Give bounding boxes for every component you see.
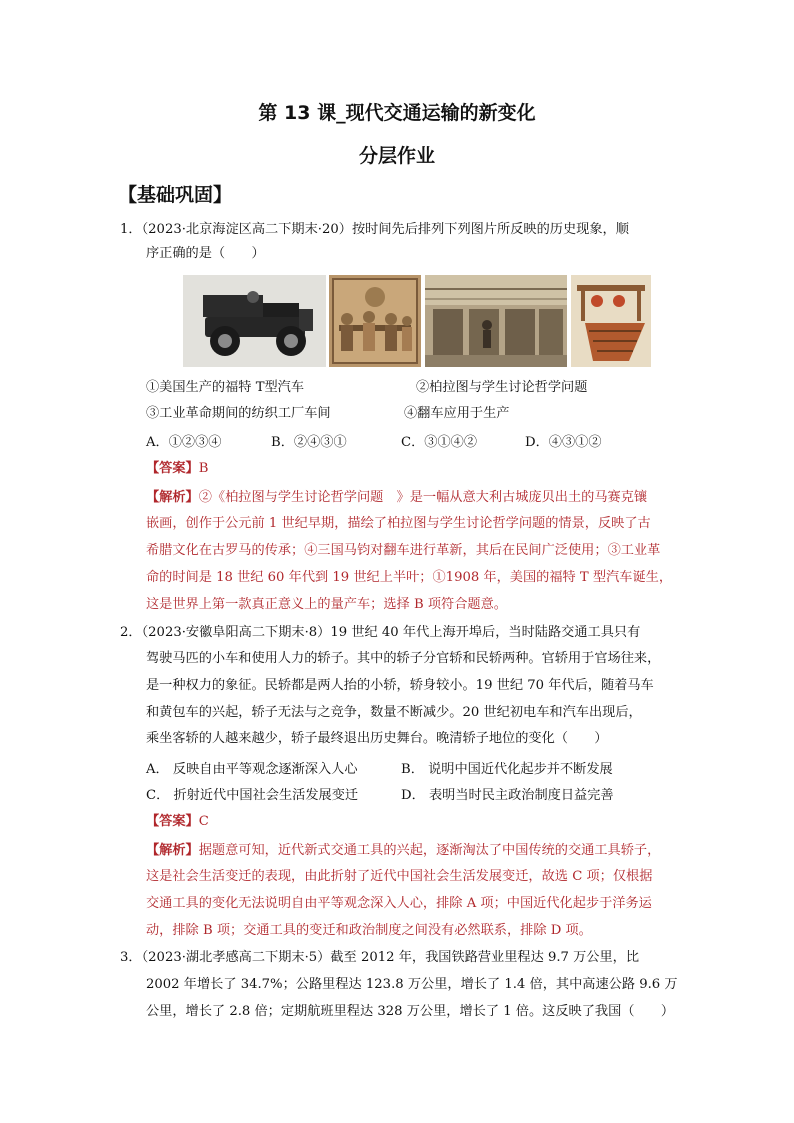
page-title: 第 13 课_现代交通运输的新变化 [258,102,536,124]
q2-answer-value: C [198,814,209,829]
q1-option-d: D．④③①② [525,435,602,450]
q1-analysis-text-3: 希腊文化在古罗马的传承； [146,543,305,558]
q1-answer-label: 【答案】 [146,461,199,476]
q2-analysis-line3: 交通工具的变化无法说明自由平等观念深入人心，排除 A 项；中国近代化起步于洋务运 [146,896,652,911]
q1-analysis-label: 【解析】 [146,490,199,505]
q1-analysis-line2: 嵌画，创作于公元前 1 世纪早期，描绘了柏拉图与学生讨论哲学问题的情景，反映了古 [146,516,651,531]
q2-option-a: A． 反映自由平等观念逐渐深入人心 [146,762,358,777]
plato-mosaic-photo [329,275,421,367]
q2-stem-line4: 和黄包车的兴起，轿子无法与之竞争，数量不断减少。20 世纪初电车和汽车出现后， [146,705,642,720]
textile-factory-photo [425,275,567,367]
q2-option-b: B． 说明中国近代化起步并不断发展 [401,762,613,777]
q2-analysis-line4: 动，排除 B 项；交通工具的变迁和政治制度之间没有必然联系，排除 D 项。 [146,923,592,938]
q1-analysis-text-4: ④三国马钧对翻车进行革新， [304,543,476,558]
q1-analysis-text-1: ②《柏拉图与学生讨论哲学问题 》是一幅从意大利古城庞贝出土的马赛克镶 [198,490,648,505]
q1-analysis-text-6: ③工业革 [607,543,661,558]
q1-item-1: ①美国生产的福特 T型汽车 [146,380,305,395]
q3-stem-line3: 公里，增长了 2.8 倍；定期航班里程达 328 万公里，增长了 1 倍。这反映了我国（ ） [146,1004,675,1019]
section-heading: 【基础巩固】 [118,184,233,206]
q1-option-a: A．①②③④ [146,435,222,450]
q3-stem-line2: 2002 年增长了 34.7%；公路里程达 123.8 万公里，增长了 1.4 倍，其中高速公路 9.6 万 [146,977,678,992]
q1-answer [146,461,706,477]
square-pallet-chain-pump-photo [571,275,651,367]
ford-model-t-photo [183,275,326,367]
q1-stem-line1: 1．（2023·北京海淀区高二下期末·20）按时间先后排列下列图片所反映的历史现象，顺 [120,222,629,237]
q1-item-4: ④翻车应用于生产 [404,406,510,421]
q2-stem-line2: 驾驶马匹的小车和使用人力的轿子。其中的轿子分官轿和民轿两种。官轿用于官场往来， [146,651,661,666]
q1-item-2: ②柏拉图与学生讨论哲学问题 [416,380,588,395]
q2-analysis-line1 [146,843,706,859]
q1-analysis-line4: 命的时间是 18 世纪 60 年代到 19 世纪上半叶；①1908 年，美国的福特 T 型汽车诞生， [146,570,673,585]
q2-analysis-text-1: 据题意可知，近代新式交通工具的兴起，逐渐淘汰了中国传统的交通工具轿子， [198,843,661,858]
q2-option-c: C． 折射近代中国社会生活发展变迁 [146,788,359,803]
q2-stem-line5: 乘坐客轿的人越来越少，轿子最终退出历史舞台。晚清轿子地位的变化（ ） [146,731,608,746]
q1-analysis-line1 [146,490,706,506]
q2-analysis-line2: 这是社会生活变迁的表现，由此折射了近代中国社会生活发展变迁，故选 C 项；仅根据 [146,869,653,884]
q1-analysis-text-5: 其后在民间广泛使用； [475,543,608,558]
q1-option-c: C．③①④② [401,435,478,450]
q1-option-b: B．②④③① [271,435,347,450]
page-subtitle: 分层作业 [358,145,435,167]
q2-stem-line1: 2．（2023·安徽阜阳高二下期末·8）19 世纪 40 年代上海开埠后，当时陆路交通工具只有 [120,625,641,640]
q1-answer-value: B [198,461,209,476]
q1-item-3: ③工业革命期间的纺织工厂车间 [146,406,331,421]
q2-answer-label: 【答案】 [146,814,199,829]
q1-stem-line2: 序正确的是（ ） [146,246,265,261]
q2-analysis-label: 【解析】 [146,843,199,858]
q2-option-d: D． 表明当时民主政治制度日益完善 [401,788,614,803]
q1-photo-strip [183,275,651,367]
q2-answer [146,814,706,830]
q2-stem-line3: 是一种权力的象征。民轿都是两人抬的小轿，轿身较小。19 世纪 70 年代后，随着马车 [146,678,654,693]
q1-analysis-line3 [146,543,706,559]
q3-stem-line1: 3．（2023·湖北孝感高二下期末·5）截至 2012 年，我国铁路营业里程达 9.7 万公里，比 [120,950,640,965]
q1-analysis-line5: 这是世界上第一款真正意义上的量产车；选择 B 项符合题意。 [146,597,507,612]
